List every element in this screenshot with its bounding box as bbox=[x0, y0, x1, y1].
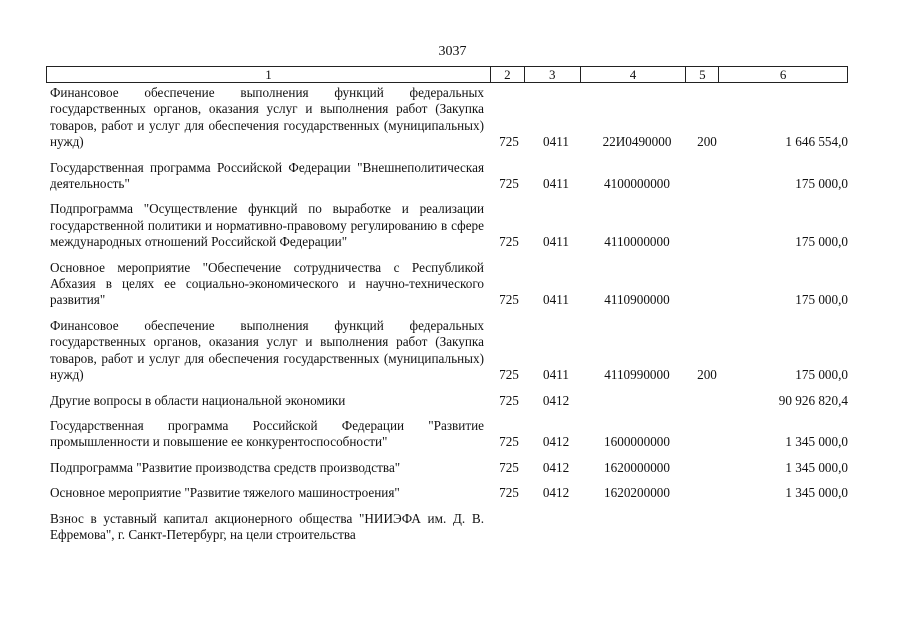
desc-line: Государственная программа Российской Федерации bbox=[50, 159, 351, 175]
cell-col-2: 725 bbox=[499, 292, 519, 308]
cell-col-2: 725 bbox=[499, 367, 519, 383]
row-description bbox=[46, 418, 486, 451]
row-description bbox=[46, 260, 486, 309]
table-row bbox=[46, 418, 848, 451]
cell-col-3: 0411 bbox=[543, 176, 569, 192]
desc-line: Государственная программа Российской Федерации "Развитие bbox=[50, 417, 484, 433]
desc-line: Подпрограмма "Осуществление функций по выработке и bbox=[50, 201, 409, 217]
row-description bbox=[46, 160, 486, 193]
table-row bbox=[46, 260, 848, 309]
cell-col-2: 725 bbox=[499, 176, 519, 192]
cell-col-4: 4100000000 bbox=[604, 176, 670, 192]
desc-line: (Закупка товаров, работ и услуг для обеспечения государственных bbox=[50, 334, 484, 366]
header-col-6: 6 bbox=[779, 67, 787, 82]
cell-col-4: 4110900000 bbox=[604, 292, 670, 308]
header-col-2: 2 bbox=[491, 67, 525, 82]
desc-line: Финансовое обеспечение выполнения функций федеральных bbox=[50, 85, 484, 100]
row-description bbox=[46, 485, 486, 501]
desc-line: Финансовое обеспечение выполнения функций федеральных bbox=[50, 317, 484, 333]
cell-col-3: 0412 bbox=[542, 459, 570, 475]
desc-line: (муниципальных) нужд) bbox=[50, 350, 484, 383]
cell-col-4: 1620000000 bbox=[604, 459, 670, 475]
cell-col-3: 0411 bbox=[543, 367, 569, 383]
table-row bbox=[46, 511, 848, 544]
cell-col-4: 22И0490000 bbox=[602, 134, 672, 150]
cell-col-4: 1600000000 bbox=[604, 434, 670, 450]
cell-col-6: 175 000,0 bbox=[795, 234, 848, 250]
desc-line: Основное мероприятие "Обеспечение сотрудничества с bbox=[50, 259, 400, 275]
desc-line: Взнос в уставный капитал акционерного общества "НИИЭФА bbox=[50, 510, 421, 526]
table-body bbox=[46, 83, 848, 552]
table-row bbox=[46, 318, 848, 384]
cell-col-5: 200 bbox=[697, 134, 717, 150]
table-header bbox=[46, 66, 848, 83]
table-row bbox=[46, 160, 848, 193]
cell-col-6: 1 345 000,0 bbox=[785, 459, 848, 475]
desc-line: Основное мероприятие "Развитие тяжелого машиностроения" bbox=[50, 485, 400, 501]
cell-col-6: 1 345 000,0 bbox=[785, 434, 848, 450]
cell-col-4: 1620200000 bbox=[604, 485, 670, 501]
table-row bbox=[46, 393, 848, 409]
desc-line: (муниципальных) нужд) bbox=[50, 117, 484, 150]
header-col-3: 3 bbox=[525, 67, 581, 82]
page-number: 3037 bbox=[438, 44, 467, 59]
cell-col-6: 175 000,0 bbox=[795, 176, 848, 192]
row-description bbox=[46, 85, 486, 151]
desc-line: "Внешнеполитическая деятельность" bbox=[50, 159, 485, 192]
cell-col-2: 725 bbox=[499, 392, 519, 408]
cell-col-3: 0411 bbox=[543, 292, 569, 308]
desc-line: реализации государственной политики и нормативно-правовому bbox=[50, 201, 485, 233]
cell-col-6: 175 000,0 bbox=[795, 292, 848, 308]
desc-line: Другие вопросы в области национальной экономики bbox=[50, 392, 346, 408]
table-row bbox=[46, 85, 848, 151]
cell-col-6: 1 345 000,0 bbox=[785, 485, 848, 501]
cell-col-5: 200 bbox=[697, 367, 717, 383]
cell-col-3: 0411 bbox=[543, 234, 569, 250]
desc-line: государственных органов, оказания услуг и выполнения работ bbox=[50, 101, 428, 117]
cell-col-3: 0412 bbox=[542, 392, 570, 408]
table-row bbox=[46, 201, 848, 250]
desc-line: Федерации" bbox=[279, 234, 348, 250]
desc-line: регулированию в сфере международных отношений Российской bbox=[50, 217, 484, 250]
desc-line: научно-технического развития" bbox=[50, 276, 485, 308]
desc-line: Республикой Абхазия в целях ее социально-экономического и bbox=[50, 259, 484, 292]
row-description bbox=[46, 201, 486, 250]
cell-col-2: 725 bbox=[499, 134, 519, 150]
cell-col-2: 725 bbox=[499, 434, 519, 450]
cell-col-6: 90 926 820,4 bbox=[778, 392, 848, 408]
desc-line: государственных органов, оказания услуг и выполнения работ bbox=[50, 334, 428, 350]
row-description bbox=[46, 460, 486, 476]
cell-col-6: 175 000,0 bbox=[795, 367, 848, 383]
cell-col-6: 1 646 554,0 bbox=[785, 134, 848, 150]
cell-col-3: 0412 bbox=[542, 485, 570, 501]
desc-line: (Закупка товаров, работ и услуг для обеспечения государственных bbox=[50, 101, 484, 133]
desc-line: им. Д. В. Ефремова", г. Санкт-Петербург, на цели строительства bbox=[50, 510, 484, 542]
table-row bbox=[46, 460, 848, 476]
header-col-1: 1 bbox=[47, 67, 491, 82]
cell-col-2: 725 bbox=[499, 485, 519, 501]
desc-line: промышленности и повышение ее конкурентоспособности" bbox=[50, 434, 388, 450]
cell-col-4: 4110990000 bbox=[604, 367, 670, 383]
row-description bbox=[46, 318, 486, 384]
desc-line: Подпрограмма "Развитие производства средств производства" bbox=[50, 459, 401, 475]
cell-col-3: 0411 bbox=[543, 134, 569, 150]
header-col-5: 5 bbox=[686, 67, 719, 82]
cell-col-4: 4110000000 bbox=[604, 234, 670, 250]
cell-col-3: 0412 bbox=[542, 434, 570, 450]
table-row bbox=[46, 485, 848, 501]
header-col-4: 4 bbox=[581, 67, 687, 82]
row-description bbox=[46, 511, 486, 544]
row-description bbox=[46, 393, 486, 409]
cell-col-2: 725 bbox=[499, 459, 519, 475]
cell-col-2: 725 bbox=[499, 234, 519, 250]
